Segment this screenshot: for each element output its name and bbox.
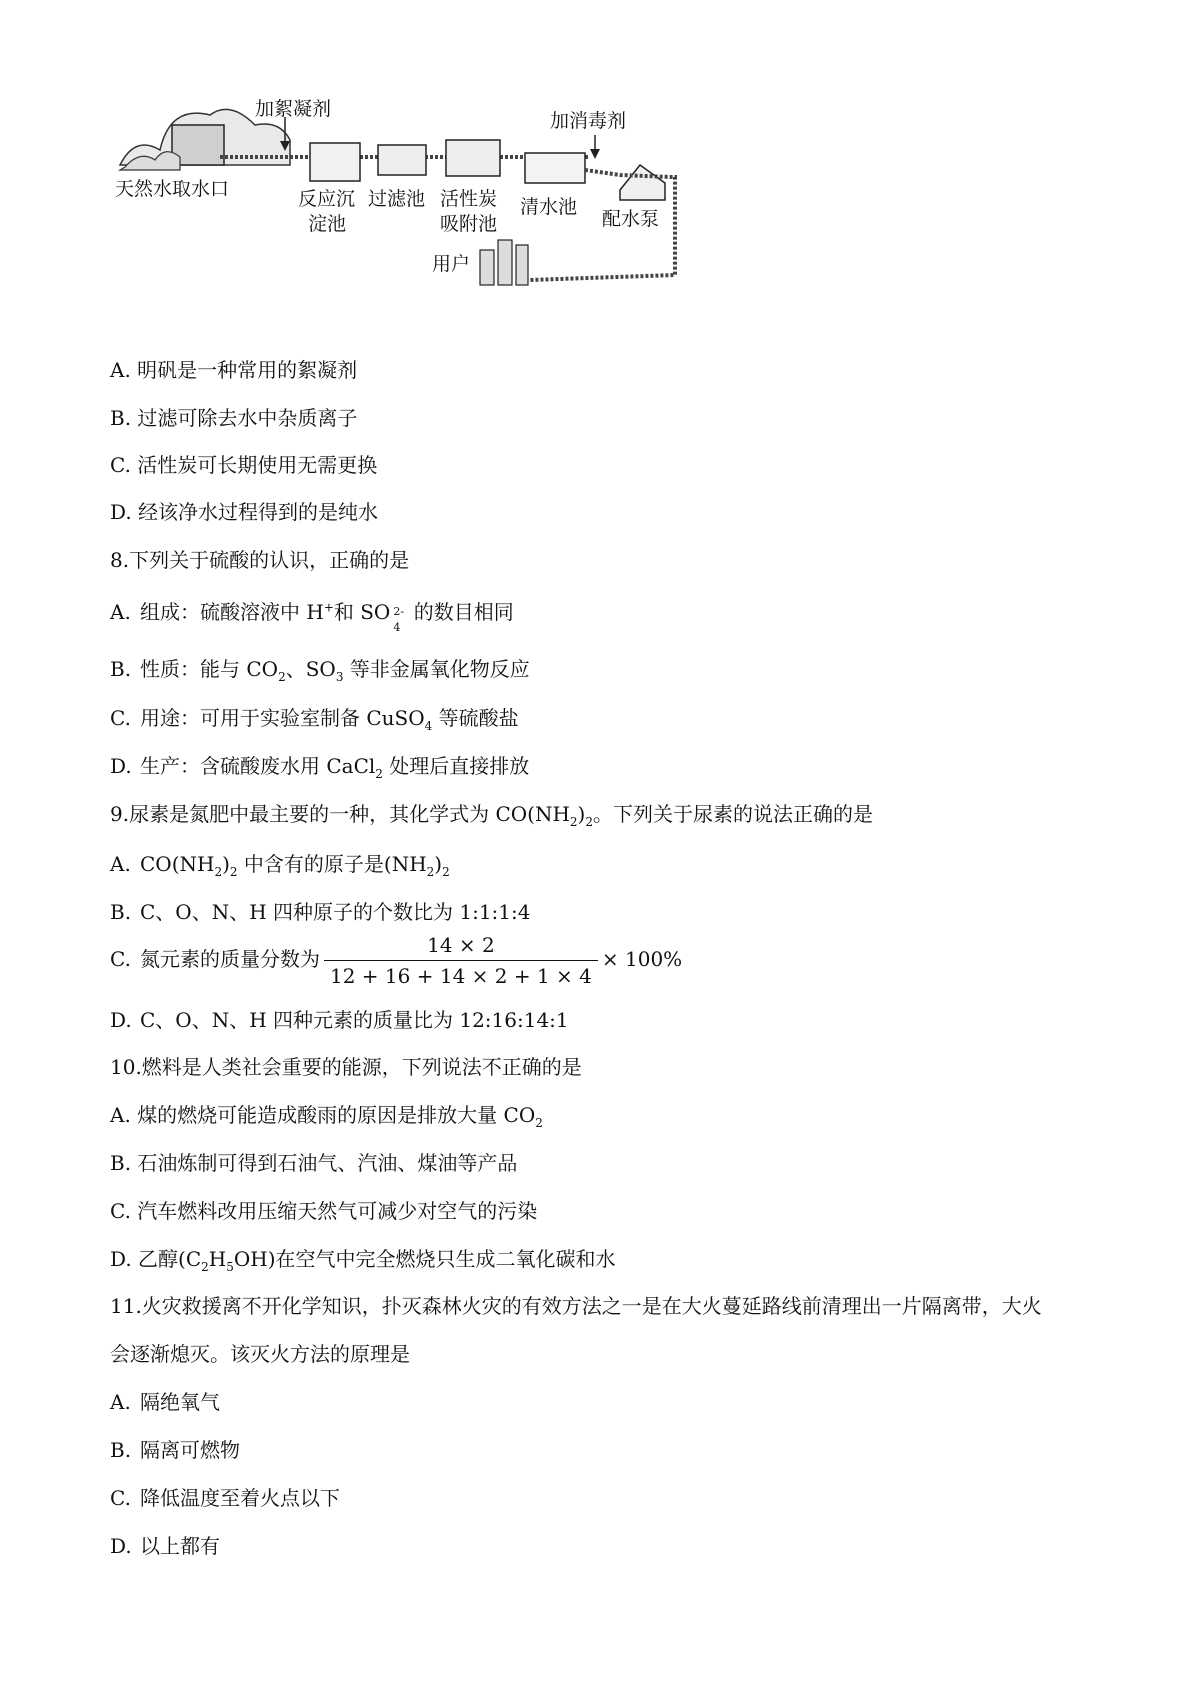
q11-c-text: 降低温度至着火点以下 xyxy=(140,1486,340,1510)
subscript: 4 xyxy=(424,719,433,733)
pump-house xyxy=(620,165,665,200)
q8-b-text: 、SO xyxy=(285,657,336,681)
q11-a-text: 隔绝氧气 xyxy=(140,1390,220,1414)
q8-option-d xyxy=(110,752,529,780)
subscript: 2 xyxy=(535,1116,543,1130)
label-carbon-2: 吸附池 xyxy=(440,213,498,235)
q8-option-c xyxy=(110,704,519,732)
q7-option-c: C. 活性炭可长期使用无需更换 xyxy=(110,453,378,477)
subscript: 2 xyxy=(229,865,238,879)
subscript: 2 xyxy=(214,865,223,879)
label-reaction-2: 淀池 xyxy=(308,213,347,235)
label-clean: 清水池 xyxy=(520,196,578,218)
q8-a-post: 的数目相同 xyxy=(407,600,514,624)
q9-c-post: × 100% xyxy=(601,947,683,971)
subscript: 3 xyxy=(335,670,344,684)
subscript: 2 xyxy=(585,815,593,829)
q8-b-text: 等非金属氧化物反应 xyxy=(343,657,530,681)
option-letter: B. xyxy=(110,900,132,924)
option-letter: B. xyxy=(110,1438,132,1462)
subscript: 2 xyxy=(426,865,435,879)
q9-b-text: C、O、N、H 四种原子的个数比为 1:1:1:4 xyxy=(140,900,531,924)
q9-stem xyxy=(110,800,873,828)
option-letter: D. xyxy=(110,754,132,778)
q9-option-a xyxy=(110,850,450,878)
subscript: 2 xyxy=(442,865,450,879)
q8-b-text: 性质：能与 CO xyxy=(140,657,279,681)
q8-option-b xyxy=(110,655,530,683)
q10-a-text: A. 煤的燃烧可能造成酸雨的原因是排放大量 CO xyxy=(110,1103,536,1127)
label-filter: 过滤池 xyxy=(368,188,426,210)
label-add-disinfectant: 加消毒剂 xyxy=(550,110,627,132)
q11-option-c xyxy=(110,1484,340,1512)
q9-stem-text: 。下列关于尿素的说法正确的是 xyxy=(592,802,873,826)
sulfate-index xyxy=(391,600,407,634)
sulfate-subscript: 4 xyxy=(393,620,401,634)
q11-option-a xyxy=(110,1388,220,1416)
q9-stem-text: ) xyxy=(577,802,586,826)
label-carbon-1: 活性炭 xyxy=(440,188,498,210)
q7-option-b: B. 过滤可除去水中杂质离子 xyxy=(110,406,358,430)
option-letter: D. xyxy=(110,1008,132,1032)
water-treatment-diagram xyxy=(110,95,750,325)
subscript: 2 xyxy=(278,670,286,684)
label-reaction-1: 反应沉 xyxy=(298,188,356,210)
fraction-numerator: 14 × 2 xyxy=(427,933,495,957)
q10-stem: 10.燃料是人类社会重要的能源，下列说法不正确的是 xyxy=(110,1055,582,1079)
subscript: 2 xyxy=(375,767,383,781)
q8-a-charge: + xyxy=(323,600,334,615)
subscript: 2 xyxy=(569,815,578,829)
q7-option-d: D. 经该净水过程得到的是纯水 xyxy=(110,500,379,524)
q9-a-text: ) xyxy=(434,852,443,876)
q8-d-text: 生产：含硫酸废水用 CaCl xyxy=(140,754,376,778)
option-letter: B. xyxy=(110,657,132,681)
q11-d-text: 以上都有 xyxy=(140,1534,220,1558)
clean-tank xyxy=(525,153,585,183)
q8-d-text: 处理后直接排放 xyxy=(382,754,530,778)
option-letter: C. xyxy=(110,706,131,730)
q9-option-b xyxy=(110,898,530,926)
q10-d-text: D. 乙醇(C xyxy=(110,1247,202,1271)
q10-d-text: OH)在空气中完全燃烧只生成二氧化碳和水 xyxy=(233,1247,616,1271)
label-user: 用户 xyxy=(432,253,471,275)
q11-b-text: 隔离可燃物 xyxy=(140,1438,240,1462)
user-building xyxy=(480,250,494,285)
q9-a-text: 中含有的原子是(NH xyxy=(237,852,427,876)
label-add-flocculant: 加絮凝剂 xyxy=(255,98,332,120)
q9-a-text: CO(NH xyxy=(140,852,215,876)
q9-stem-text: 9.尿素是氮肥中最主要的一种，其化学式为 CO(NH xyxy=(110,802,570,826)
q10-d-text: H xyxy=(208,1247,227,1271)
q8-a-text: 组成：硫酸溶液中 H xyxy=(140,600,324,624)
q8-c-text: 用途：可用于实验室制备 CuSO xyxy=(140,706,425,730)
water-treatment-svg xyxy=(110,95,750,325)
q8-a-mid: 和 SO xyxy=(333,600,391,624)
sulfate-charge: 2- xyxy=(393,604,405,618)
label-pump: 配水泵 xyxy=(602,208,660,230)
q10-option-c: C. 汽车燃料改用压缩天然气可减少对空气的污染 xyxy=(110,1199,538,1223)
q9-a-text: ) xyxy=(222,852,230,876)
option-letter: C. xyxy=(110,1486,131,1510)
q11-option-b xyxy=(110,1436,240,1464)
fraction-denominator: 12 + 16 + 14 × 2 + 1 × 4 xyxy=(324,960,598,989)
q11-option-d xyxy=(110,1532,220,1560)
carbon-tank xyxy=(446,140,500,176)
mass-fraction xyxy=(324,932,598,989)
q10-option-d xyxy=(110,1245,616,1273)
reaction-tank xyxy=(310,143,360,181)
q8-option-a xyxy=(110,598,514,634)
q8-stem: 8.下列关于硫酸的认识，正确的是 xyxy=(110,548,410,572)
q10-option-b: B. 石油炼制可得到石油气、汽油、煤油等产品 xyxy=(110,1151,518,1175)
q11-stem-line2: 会逐渐熄灭。该灭火方法的原理是 xyxy=(110,1342,410,1366)
q9-option-d xyxy=(110,1006,569,1034)
option-letter: C. xyxy=(110,947,131,971)
filter-tank xyxy=(378,145,426,175)
option-letter: A. xyxy=(110,600,131,624)
subscript: 2 xyxy=(201,1260,209,1274)
option-letter: A. xyxy=(110,1390,131,1414)
option-letter: D. xyxy=(110,1534,132,1558)
q7-option-a: A. 明矾是一种常用的絮凝剂 xyxy=(110,358,358,382)
q9-d-text: C、O、N、H 四种元素的质量比为 12:16:14:1 xyxy=(140,1008,569,1032)
q11-stem-line1: 11.火灾救援离不开化学知识，扑灭森林火灾的有效方法之一是在大火蔓延路线前清理出一片隔离带，大火 xyxy=(110,1294,1042,1318)
q9-option-c xyxy=(110,932,682,989)
q8-c-text: 等硫酸盐 xyxy=(432,706,519,730)
option-letter: A. xyxy=(110,852,131,876)
q9-c-text: 氮元素的质量分数为 xyxy=(140,947,320,971)
label-intake: 天然水取水口 xyxy=(115,178,230,200)
q10-option-a xyxy=(110,1101,543,1129)
subscript: 5 xyxy=(226,1260,234,1274)
